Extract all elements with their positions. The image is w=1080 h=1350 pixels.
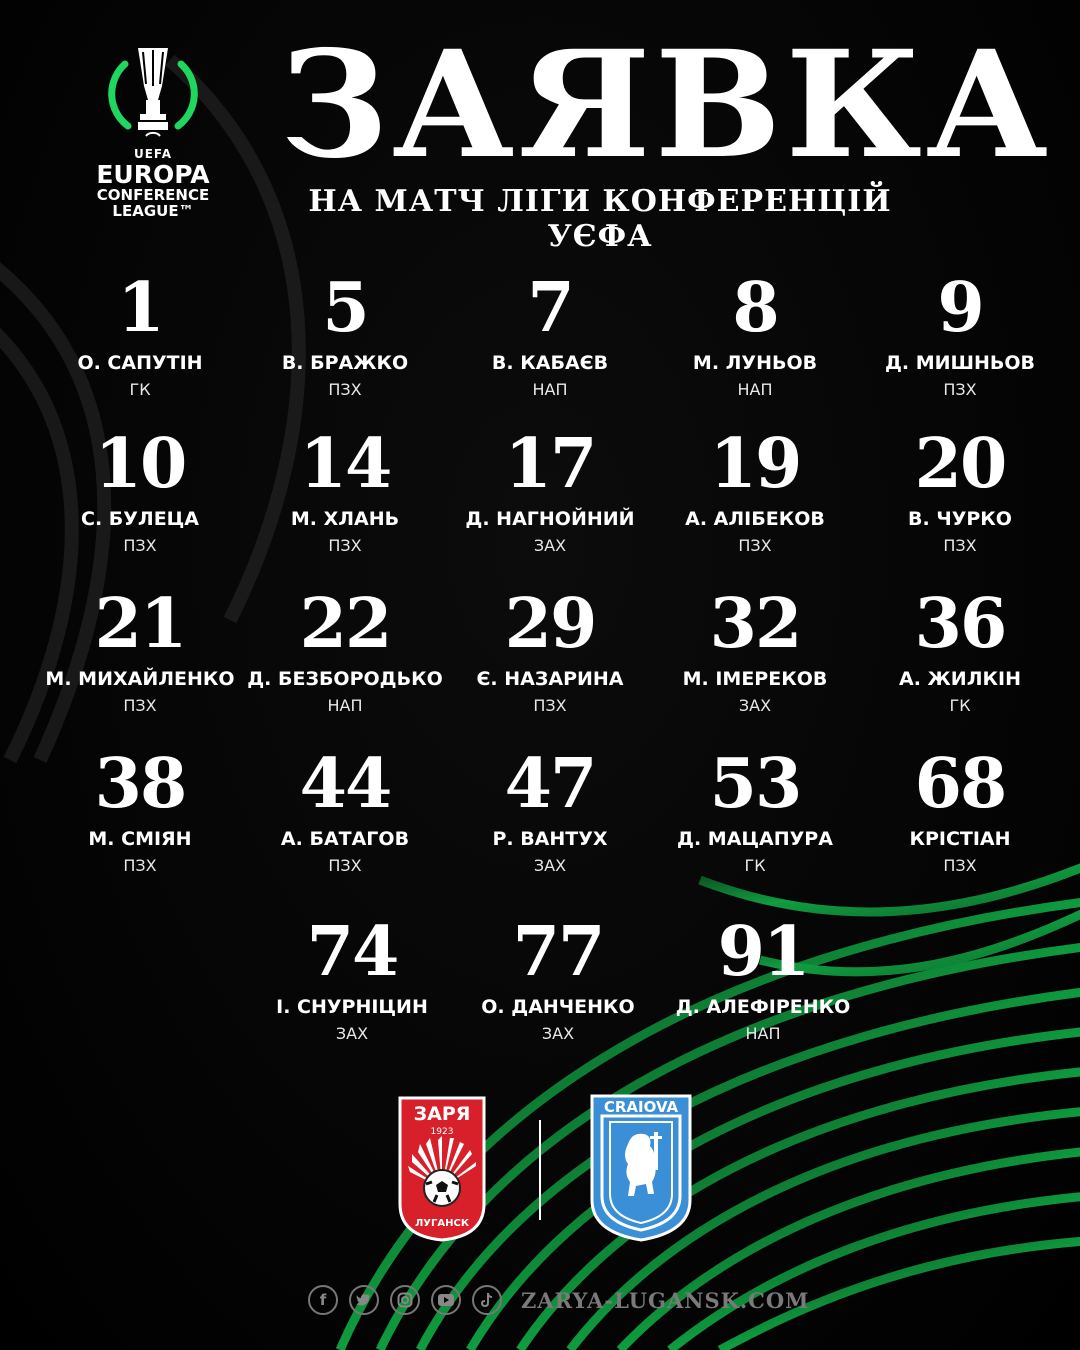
uecl-wordmark	[88, 148, 218, 219]
player-name: Д. БЕЗБОРОДЬКО	[247, 668, 443, 690]
player-number: 53	[709, 744, 801, 824]
player-number: 8	[732, 268, 778, 348]
player-position: ЗАХ	[533, 536, 567, 555]
player-position: ЗАХ	[738, 696, 772, 715]
instagram-icon[interactable]	[390, 1285, 420, 1315]
uecl-league-text: LEAGUE™	[112, 202, 194, 220]
craiova-badge-name: CRAIOVA	[603, 1098, 679, 1116]
instagram-glyph	[397, 1292, 413, 1308]
uefa-conference-league-logo	[88, 40, 218, 230]
player-name: Є. НАЗАРИНА	[476, 668, 624, 690]
player-card	[40, 584, 240, 717]
universitatea-craiova-badge	[588, 1092, 694, 1242]
player-card	[450, 268, 650, 401]
player-number: 20	[914, 424, 1006, 504]
zarya-badge-year: 1923	[430, 1127, 454, 1137]
tiktok-icon[interactable]	[472, 1285, 502, 1315]
player-card	[663, 912, 863, 1045]
player-name: В. КАБАЄВ	[491, 352, 609, 374]
player-position: ПЗХ	[123, 536, 157, 555]
player-card	[450, 424, 650, 557]
player-name: Д. МАЦАПУРА	[677, 828, 833, 850]
player-number: 19	[709, 424, 801, 504]
player-position: ПЗХ	[328, 380, 362, 399]
footer-bar	[308, 1280, 809, 1320]
player-position: ПЗХ	[943, 380, 977, 399]
player-name: Д. НАГНОЙНИЙ	[465, 508, 635, 530]
player-name: М. СМІЯН	[88, 828, 192, 850]
zarya-luhansk-badge	[396, 1092, 488, 1242]
player-name: М. ХЛАНЬ	[290, 508, 400, 530]
player-card	[458, 912, 658, 1045]
player-number: 21	[94, 584, 186, 664]
player-card	[40, 744, 240, 877]
player-position: ГК	[744, 856, 766, 875]
player-name: М. ЛУНЬОВ	[692, 352, 818, 374]
player-number: 44	[299, 744, 391, 824]
player-position: ПЗХ	[943, 856, 977, 875]
player-number: 1	[117, 268, 163, 348]
player-number: 5	[322, 268, 368, 348]
player-card	[860, 268, 1060, 401]
player-position: ПЗХ	[533, 696, 567, 715]
clubs-divider	[539, 1120, 541, 1220]
website-link[interactable]: ZARYA-LUGANSK.COM	[521, 1287, 810, 1313]
player-number: 22	[299, 584, 391, 664]
player-name: О. ДАНЧЕНКО	[481, 996, 635, 1018]
player-position: ПЗХ	[123, 856, 157, 875]
twitter-bird-glyph	[356, 1293, 372, 1307]
player-card	[860, 744, 1060, 877]
player-position: НАП	[532, 380, 568, 399]
player-position: ЗАХ	[541, 1024, 575, 1043]
player-name: М. МИХАЙЛЕНКО	[45, 668, 235, 690]
player-number: 47	[504, 744, 596, 824]
facebook-icon[interactable]: f	[308, 1285, 338, 1315]
player-position: ГК	[949, 696, 971, 715]
player-number: 29	[504, 584, 596, 664]
player-card	[252, 912, 452, 1045]
zarya-badge-city: ЛУГАНСК	[414, 1218, 470, 1229]
player-number: 10	[94, 424, 186, 504]
player-name: О. САПУТІН	[77, 352, 203, 374]
page-title: ЗАЯВКА	[280, 18, 1053, 192]
player-number: 32	[709, 584, 801, 664]
player-card	[40, 424, 240, 557]
player-position: ПЗХ	[328, 536, 362, 555]
uecl-europa-text: EUROPA	[96, 160, 210, 189]
page-subtitle: НА МАТЧ ЛІГИ КОНФЕРЕНЦІЙ УЄФА	[308, 184, 892, 254]
player-position: ПЗХ	[738, 536, 772, 555]
player-name: А. АЛІБЕКОВ	[685, 508, 825, 530]
player-name: В. БРАЖКО	[281, 352, 409, 374]
player-number: 14	[299, 424, 391, 504]
player-number: 7	[527, 268, 573, 348]
player-number: 91	[717, 912, 809, 992]
player-card	[860, 424, 1060, 557]
player-position: НАП	[745, 1024, 781, 1043]
player-card	[40, 268, 240, 401]
player-number: 36	[914, 584, 1006, 664]
zarya-badge-name: ЗАРЯ	[413, 1103, 471, 1125]
player-name: С. БУЛЕЦА	[81, 508, 199, 530]
player-name: А. ЖИЛКІН	[899, 668, 1021, 690]
player-card	[655, 424, 855, 557]
player-position: ПЗХ	[328, 856, 362, 875]
player-name: Р. ВАНТУХ	[492, 828, 608, 850]
player-number: 9	[937, 268, 983, 348]
player-position: ПЗХ	[943, 536, 977, 555]
youtube-icon[interactable]	[431, 1285, 461, 1315]
player-position: НАП	[737, 380, 773, 399]
player-name: Д. АЛЕФІРЕНКО	[675, 996, 851, 1018]
player-position: НАП	[327, 696, 363, 715]
player-number: 74	[306, 912, 398, 992]
player-card	[450, 744, 650, 877]
player-card	[245, 268, 445, 401]
player-position: ГК	[129, 380, 151, 399]
player-card	[245, 584, 445, 717]
player-number: 77	[512, 912, 604, 992]
twitter-icon[interactable]	[349, 1285, 379, 1315]
player-card	[860, 584, 1060, 717]
player-card	[655, 744, 855, 877]
player-name: КРІСТІАН	[909, 828, 1011, 850]
trophy-icon	[88, 40, 218, 150]
uecl-conference-text: CONFERENCE	[96, 186, 210, 204]
player-position: ЗАХ	[335, 1024, 369, 1043]
player-name: Д. МИШНЬОВ	[884, 352, 1036, 374]
player-number: 38	[94, 744, 186, 824]
player-card	[655, 268, 855, 401]
player-number: 17	[504, 424, 596, 504]
player-card	[245, 424, 445, 557]
uecl-uefa-text: UEFA	[133, 147, 173, 161]
player-card	[245, 744, 445, 877]
player-name: М. ІМЕРЕКОВ	[682, 668, 828, 690]
player-name: А. БАТАГОВ	[280, 828, 410, 850]
player-card	[655, 584, 855, 717]
player-name: І. СНУРНІЦИН	[276, 996, 428, 1018]
tiktok-glyph	[480, 1292, 494, 1308]
player-position: ПЗХ	[123, 696, 157, 715]
player-number: 68	[914, 744, 1006, 824]
player-card	[450, 584, 650, 717]
player-name: В. ЧУРКО	[908, 508, 1012, 530]
player-position: ЗАХ	[533, 856, 567, 875]
youtube-glyph	[438, 1294, 454, 1306]
